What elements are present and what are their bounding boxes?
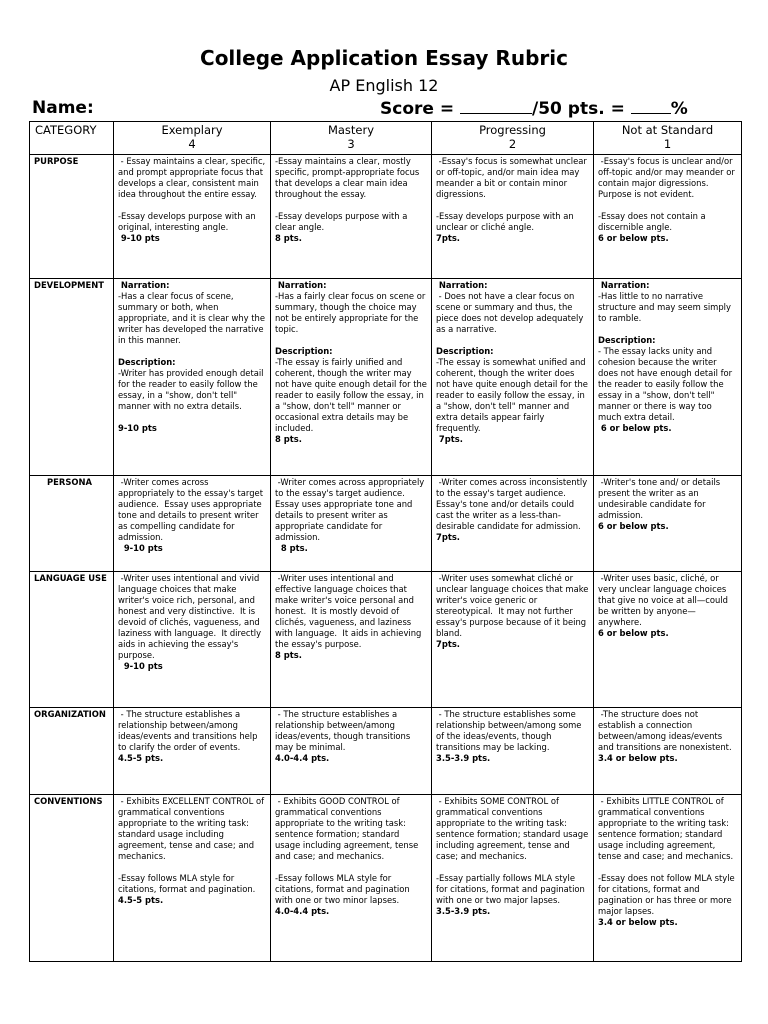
level-score: 3 [347,137,355,151]
category-development: DEVELOPMENT [30,279,114,476]
cell-text: -Essay follows MLA style for citations, format and pagination. [118,873,256,894]
cell-points: 6 or below pts. [598,628,669,638]
rubric-row-persona [30,476,742,572]
score-prefix: Score = [380,99,460,119]
cell-points: 6 or below pts. [598,233,669,243]
header-progressing [432,122,594,155]
cell-points: 4.5-5 pts. [118,753,164,763]
rubric-cell [594,572,742,708]
cell-text: -Has a fairly clear focus on scene or summary, though the choice may not be entirely appropriate for the topic. [275,291,428,334]
cell-text: -Writer's tone and/ or details present the writer as an undesirable candidate for admission. [598,477,723,520]
cell-label: Narration: [436,280,488,290]
cell-text: - Essay maintains a clear, specific, and prompt appropriate focus that develops a clear, consistent main idea throughout the entire essay. [118,156,268,199]
cell-points: 7pts. [436,532,460,542]
cell-points: 9-10 pts [118,543,163,553]
cell-text: - The essay lacks unity and cohesion because the writer does not have enough detail for the reader to easily follow the essay in a "show, don't tell" manner or there is way too much extra detail. [598,346,735,422]
cell-text: -Essay partially follows MLA style for citations, format and pagination with one or two major lapses. [436,873,588,905]
cell-text: -Essay's focus is somewhat unclear or off-topic, and/or main idea may meander a bit or contain minor digressions. [436,156,590,199]
rubric-cell [594,708,742,795]
cell-points: 3.4 or below pts. [598,753,678,763]
cell-text: -Essay develops purpose with an unclear or cliché angle. [436,211,577,232]
cell-text: -Writer comes across appropriately to the essay's target audience. Essay uses appropriate tone and details to present writer as compelling candidate for admission. [118,477,266,542]
cell-points: 3.5-3.9 pts. [436,906,491,916]
cell-text: -Essay develops purpose with an original, interesting angle. [118,211,259,232]
cell-text: -Essay's focus is unclear and/or off-topic and/or may meander or contain major digressions. Purpose is not evident. [598,156,738,199]
cell-points: 7pts. [436,233,460,243]
cell-label: Narration: [598,280,650,290]
cell-points: 3.5-3.9 pts. [436,753,491,763]
rubric-row-organization [30,708,742,795]
cell-label: Description: [275,346,333,356]
cell-text: - The structure establishes a relationship between/among ideas/events and transitions help to clarify the order of events. [118,709,261,752]
level-label: Exemplary [161,123,223,137]
rubric-cell [594,795,742,962]
rubric-cell [432,572,594,708]
score-suffix: % [670,99,688,119]
header-exemplary [114,122,271,155]
category-purpose: PURPOSE [30,155,114,279]
cell-points: 6 or below pts. [598,423,672,433]
level-label: Progressing [479,123,546,137]
cell-text: - The structure establishes some relationship between/among some of the ideas/events, though transitions may be lacking. [436,709,585,752]
cell-text: - Exhibits EXCELLENT CONTROL of grammatical conventions appropriate to the writing task: standard usage including agreement, tense and case; and mechanics. [118,796,267,861]
cell-text: -Essay does not contain a discernible angle. [598,211,709,232]
rubric-cell [114,572,271,708]
cell-text: -Writer comes across appropriately to the essay's target audience. Essay uses appropriate tone and details to present writer as appropriate candidate for admission. [275,477,427,542]
header-category: CATEGORY [30,122,114,155]
rubric-cell [432,476,594,572]
level-score: 2 [508,137,517,151]
rubric-cell [114,155,271,279]
rubric-row-purpose [30,155,742,279]
level-label: Mastery [327,123,375,137]
level-score: 4 [188,137,196,151]
cell-label: Narration: [118,280,170,290]
level-score: 1 [663,137,672,151]
cell-text: - The structure establishes a relationship between/among ideas/events, though transitions may be minimal. [275,709,413,752]
cell-text: -Writer comes across inconsistently to the essay's target audience. Essay's tone and/or details could cast the writer as a less-than-desirable candidate for admission. [436,477,590,531]
rubric-cell [432,279,594,476]
cell-points: 8 pts. [275,434,302,444]
cell-points: 9-10 pts [118,233,160,243]
rubric-cell [594,279,742,476]
cell-text: -Writer uses intentional and effective language choices that make writer's voice personal and honest. It is mostly devoid of clichés, vagueness, and laziness with language. It aids in achieving the essay's purpose. [275,573,425,649]
cell-text: -Essay does not follow MLA style for citations, format and pagination or has three or more major lapses. [598,873,738,916]
page-title: College Application Essay Rubric [200,46,568,70]
cell-label: Description: [436,346,494,356]
cell-points: 9-10 pts [118,661,163,671]
cell-label: Narration: [275,280,327,290]
cell-text: -Writer uses basic, cliché, or very unclear language choices that give no voice at all—could be written by anyone—anywhere. [598,573,731,627]
cell-text: -Writer uses somewhat cliché or unclear language choices that make writer's voice generic or stereotypical. It may not further essay's purpose because of it being bland. [436,573,592,638]
category-persona: PERSONA [30,476,114,572]
cell-points: 8 pts. [275,543,308,553]
score-line [380,97,688,120]
cell-points: 7pts. [436,434,463,444]
category-conventions: CONVENTIONS [30,795,114,962]
cell-text: -The structure does not establish a connection between/among ideas/events and transitions are nonexistent. [598,709,732,752]
percent-blank [631,97,671,114]
level-label: Not at Standard [621,123,714,137]
rubric-table [29,121,742,962]
rubric-row-language-use [30,572,742,708]
cell-points: 4.5-5 pts. [118,895,164,905]
cell-text: -The essay is fairly unified and coherent, though the writer may not have quite enough detail for the reader to easily follow the essay, in a "show, don't tell" manner or occasional extra details may be included. [275,357,430,433]
cell-text: - Exhibits GOOD CONTROL of grammatical conventions appropriate to the writing task: sentence formation; standard usage including agreement, tense and case; and mechanics. [275,796,421,861]
rubric-cell [432,155,594,279]
cell-text: -Essay maintains a clear, mostly specific, prompt-appropriate focus that develops a clear main idea throughout the essay. [275,156,422,199]
cell-text: - Exhibits LITTLE CONTROL of grammatical conventions appropriate to the writing task: sentence formation; standard usage including agreement, tense and case; and mechanics. [598,796,734,861]
rubric-cell [271,155,432,279]
cell-text: -Has little to no narrative structure and may seem simply to ramble. [598,291,734,323]
header-not-at-standard [594,122,742,155]
cell-points: 7pts. [436,639,460,649]
cell-points: 3.4 or below pts. [598,917,678,927]
rubric-cell [271,572,432,708]
cell-label: Description: [118,357,176,367]
cell-text: -Writer has provided enough detail for the reader to easily follow the essay, in a "show, don't tell" manner with no extra details. [118,368,267,411]
cell-label: Description: [598,335,656,345]
cell-text: -Has a clear focus of scene, summary or both, when appropriate, and it is clear why the writer has developed the narrative in this manner. [118,291,268,345]
rubric-cell [432,708,594,795]
rubric-cell [271,476,432,572]
category-organization: ORGANIZATION [30,708,114,795]
rubric-cell [114,279,271,476]
cell-text: -Essay follows MLA style for citations, format and pagination with one or two minor lapses. [275,873,413,905]
rubric-row-conventions [30,795,742,962]
score-mid: /50 pts. = [532,99,631,119]
page-subtitle: AP English 12 [329,76,439,95]
rubric-cell [432,795,594,962]
rubric-cell [271,279,432,476]
cell-points: 8 pts. [275,650,302,660]
cell-text: -Writer uses intentional and vivid language choices that make writer's voice rich, personal, and honest and very distinctive. It is devoid of clichés, vagueness, and laziness with language. It directly aids in achieving the essay's purpose. [118,573,264,660]
cell-points: 4.0-4.4 pts. [275,753,330,763]
rubric-cell [271,708,432,795]
score-blank [460,97,532,114]
name-label: Name: [32,98,94,118]
cell-points: 6 or below pts. [598,521,669,531]
rubric-cell [594,476,742,572]
rubric-cell [114,708,271,795]
rubric-row-development [30,279,742,476]
header-row [30,122,742,155]
cell-text: -The essay is somewhat unified and coherent, though the writer does not have quite enough detail for the reader to easily follow the essay, in a "show, don't tell" manner and extra details appear fairly frequently. [436,357,591,433]
rubric-cell [594,155,742,279]
cell-text: -Essay develops purpose with a clear angle. [275,211,411,232]
rubric-cell [271,795,432,962]
cell-points: 8 pts. [275,233,302,243]
cell-text: - Exhibits SOME CONTROL of grammatical conventions appropriate to the writing task: sentence formation; standard usage including agreement, tense and case; and mechanics. [436,796,591,861]
category-language-use: LANGUAGE USE [30,572,114,708]
rubric-cell [114,795,271,962]
cell-points: 9-10 pts [118,423,157,433]
cell-text: - Does not have a clear focus on scene or summary and thus, the piece does not develop adequately as a narrative. [436,291,586,334]
cell-points: 4.0-4.4 pts. [275,906,330,916]
rubric-cell [114,476,271,572]
header-mastery [271,122,432,155]
